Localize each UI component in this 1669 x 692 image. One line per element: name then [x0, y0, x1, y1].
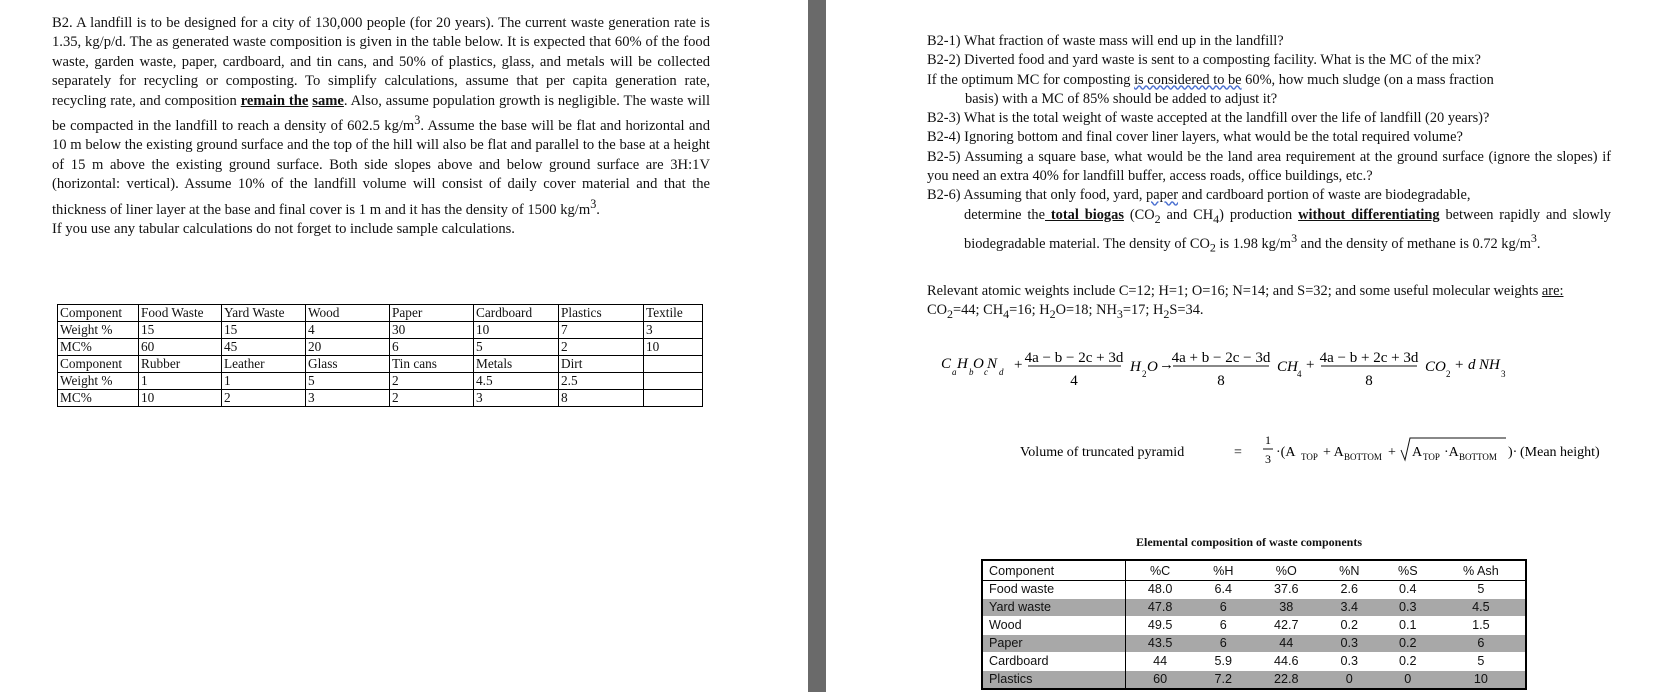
elemental-cell: 44.6 — [1253, 653, 1320, 671]
vol-sub-top-2: TOP — [1423, 452, 1440, 462]
q6-d: (CO — [1123, 206, 1155, 223]
atomic-nh: O=18; NH — [1055, 302, 1117, 319]
composition-cell: Yard Waste — [222, 305, 306, 322]
composition-cell: Metals — [474, 356, 559, 373]
elemental-cell: 6 — [1194, 617, 1253, 635]
problem-note: If you use any tabular calculations do not forget to include sample calculations. — [52, 220, 515, 237]
composition-cell: 5 — [306, 373, 390, 390]
elemental-row — [982, 671, 1526, 690]
question-b2-2: B2-2) Diverted food and yard waste is sent to a composting facility. What is the MC of the mix? — [927, 52, 1481, 69]
eq-nh3: NH — [1479, 357, 1500, 373]
q6-c: determine the — [964, 206, 1045, 223]
q6-e: and CH — [1160, 206, 1214, 223]
composition-cell: 1 — [222, 373, 306, 390]
vol-plus: + — [1388, 445, 1396, 460]
eq-arrow: → — [1159, 357, 1174, 373]
composition-cell: 2.5 — [559, 373, 644, 390]
composition-cell — [644, 356, 703, 373]
sup-3: 3 — [1291, 230, 1298, 245]
composition-cell: 15 — [139, 322, 222, 339]
elemental-cell: 5 — [1437, 581, 1526, 599]
elemental-row — [982, 617, 1526, 635]
atomic-h2s: S=34. — [1169, 302, 1204, 319]
composition-row — [58, 339, 703, 356]
questions — [927, 32, 1611, 258]
composition-row — [58, 305, 703, 322]
eq-sub-b: b — [969, 367, 974, 377]
vol-a1: A — [1412, 445, 1423, 460]
composition-table — [57, 304, 703, 407]
elemental-cell: 3.4 — [1320, 599, 1379, 617]
composition-cell: Food Waste — [139, 305, 222, 322]
composition-cell: 10 — [139, 390, 222, 407]
sub-2: 2 — [947, 307, 953, 322]
sup-3: 3 — [1530, 230, 1537, 245]
elemental-cell: 6 — [1194, 635, 1253, 653]
question-b2-3: B2-3) What is the total weight of waste accepted at the landfill over the life of landfill (20 years)? — [927, 110, 1490, 127]
eq-frac1-den: 4 — [1070, 373, 1078, 389]
vol-sub-top: TOP — [1301, 452, 1318, 462]
elemental-cell: 0.3 — [1379, 599, 1437, 617]
composition-cell: 2 — [559, 339, 644, 356]
atomic-are: are: — [1541, 283, 1564, 299]
vol-plus-a: + A — [1323, 445, 1344, 460]
elemental-header-cell: %H — [1194, 560, 1253, 581]
eq-sub-c: c — [984, 367, 988, 377]
question-b2-4: B2-4) Ignoring bottom and final cover liner layers, what would be the total required volume? — [927, 129, 1463, 146]
elemental-cell: 43.5 — [1126, 635, 1194, 653]
left-page — [0, 0, 808, 692]
q2b-post: 60%, how much sludge (on a mass fraction — [1241, 71, 1494, 88]
vol-frac-den: 3 — [1265, 452, 1271, 466]
eq-sub-2: 2 — [1142, 369, 1147, 379]
composition-cell: Component — [58, 356, 139, 373]
elemental-cell: 4.5 — [1437, 599, 1526, 617]
elemental-cell: 0.3 — [1320, 653, 1379, 671]
vol-frac-num: 1 — [1265, 433, 1271, 447]
composition-cell: Glass — [306, 356, 390, 373]
elemental-cell: 6.4 — [1194, 581, 1253, 599]
composition-cell: 7 — [559, 322, 644, 339]
composition-row — [58, 322, 703, 339]
eq-o2: O — [1147, 359, 1158, 375]
composition-cell: 10 — [474, 322, 559, 339]
atomic-weights — [927, 282, 1611, 324]
elemental-cell: 37.6 — [1253, 581, 1320, 599]
elemental-row — [982, 599, 1526, 617]
composition-cell — [644, 373, 703, 390]
elemental-cell: 0 — [1320, 671, 1379, 690]
elemental-cell: 48.0 — [1126, 581, 1194, 599]
composition-cell: Dirt — [559, 356, 644, 373]
vol-equals: = — [1234, 445, 1242, 460]
elemental-cell: 38 — [1253, 599, 1320, 617]
eq-sub-3: 3 — [1501, 369, 1506, 379]
elemental-header-cell: Component — [982, 560, 1126, 581]
q6-total-biogas: total biogas — [1045, 206, 1124, 223]
eq-o: O — [973, 356, 984, 372]
eq-frac2-den: 8 — [1217, 373, 1225, 389]
elemental-cell: 44 — [1126, 653, 1194, 671]
q6-h: is 1.98 kg/m — [1215, 235, 1292, 252]
elemental-cell: 22.8 — [1253, 671, 1320, 690]
sub-2: 2 — [1154, 211, 1161, 226]
composition-cell: 5 — [474, 339, 559, 356]
elemental-cell: 0.4 — [1379, 581, 1437, 599]
composition-cell: Leather — [222, 356, 306, 373]
question-b2-6 — [927, 186, 1611, 205]
elemental-composition-table — [981, 559, 1527, 690]
atomic-co: CO — [927, 302, 947, 319]
elemental-cell: Yard waste — [982, 599, 1126, 617]
page-divider — [808, 0, 826, 692]
elemental-cell: 60 — [1126, 671, 1194, 690]
elemental-row — [982, 635, 1526, 653]
elemental-cell: Wood — [982, 617, 1126, 635]
elemental-header-cell: %C — [1126, 560, 1194, 581]
period: . — [596, 201, 600, 218]
sub-2: 2 — [1163, 307, 1170, 322]
composition-cell: 15 — [222, 322, 306, 339]
composition-cell: MC% — [58, 390, 139, 407]
eq-n: N — [987, 356, 998, 372]
truncated-pyramid-formula — [1020, 430, 1660, 474]
elemental-cell: 42.7 — [1253, 617, 1320, 635]
eq-frac1-num: 4a − b − 2c + 3d — [1024, 350, 1124, 366]
eq-h: H — [957, 356, 968, 372]
problem-statement — [52, 14, 710, 239]
eq-plus-2: + — [1306, 357, 1315, 373]
elemental-cell: Paper — [982, 635, 1126, 653]
elemental-cell: 49.5 — [1126, 617, 1194, 635]
sub-2: 2 — [1049, 307, 1056, 322]
composition-cell: 20 — [306, 339, 390, 356]
composition-cell: Paper — [390, 305, 474, 322]
question-b2-2-part-b — [927, 71, 1611, 90]
elemental-cell: 6 — [1194, 599, 1253, 617]
eq-frac3-den: 8 — [1365, 373, 1373, 389]
eq-ch4: CH — [1277, 359, 1298, 375]
emphasis-same: same — [312, 92, 344, 109]
q6-f: ) production — [1219, 206, 1299, 223]
elemental-row — [982, 581, 1526, 599]
atomic-ch: =44; CH — [953, 302, 1004, 319]
question-b2-5: B2-5) Assuming a square base, what would be the land area requirement at the ground surface (ignore the slopes) if you need an extra 40% for landfill buffer, access roads, office buildings, etc.? — [927, 148, 1611, 185]
question-b2-2-part-c: basis) with a MC of 85% should be added to adjust it? — [965, 90, 1278, 107]
elemental-cell: 0.3 — [1320, 635, 1379, 653]
elemental-header-cell: %S — [1379, 560, 1437, 581]
composition-cell: 2 — [222, 390, 306, 407]
composition-cell: Tin cans — [390, 356, 474, 373]
problem-text-3: . Assume the base will be flat and horizontal and 10 m below the existing ground surface and the top of the hill will also be flat and parallel to the base at a height of 15 m above the existing ground surface. Both side slopes above and below ground surface are 3H:1V (horizontal: vertical). Assume 10% of the landfill volume will consist of daily cover material and that the thickness of liner layer at the base and final cover is 1 m and it has the density of 1500 kg/m — [52, 117, 710, 218]
sub-2: 2 — [1209, 240, 1216, 255]
composition-cell: Weight % — [58, 373, 139, 390]
vol-label: Volume of truncated pyramid — [1020, 445, 1185, 460]
eq-d: d — [1468, 357, 1476, 373]
sub-3: 3 — [1116, 307, 1123, 322]
composition-cell: Cardboard — [474, 305, 559, 322]
elemental-cell: 44 — [1253, 635, 1320, 653]
composition-cell: 3 — [644, 322, 703, 339]
composition-cell: 1 — [139, 373, 222, 390]
elemental-cell: 0.2 — [1379, 635, 1437, 653]
composition-cell: MC% — [58, 339, 139, 356]
elemental-cell: 2.6 — [1320, 581, 1379, 599]
eq-co2: CO — [1425, 359, 1446, 375]
atomic-h: =16; H — [1009, 302, 1050, 319]
elemental-header-cell: %O — [1253, 560, 1320, 581]
superscript-3: 3 — [590, 196, 597, 211]
elemental-cell: 0.2 — [1320, 617, 1379, 635]
eq-frac3-num: 4a − b + 2c + 3d — [1319, 350, 1419, 366]
vol-mean-height: (Mean height) — [1520, 445, 1600, 460]
composition-cell: 2 — [390, 373, 474, 390]
eq-sub-d: d — [999, 367, 1004, 377]
atomic-h2: =17; H — [1122, 302, 1164, 319]
sub-4: 4 — [1213, 211, 1220, 226]
problem-text-2: . Also, assume population growth is negligible. The waste will be compacted in the landfill to reach a density of 602.5 kg/m — [52, 92, 710, 134]
elemental-cell: Food waste — [982, 581, 1126, 599]
elemental-cell: Cardboard — [982, 653, 1126, 671]
elemental-cell: 1.5 — [1437, 617, 1526, 635]
question-b2-6-cont — [927, 206, 1611, 258]
elemental-table-caption: Elemental composition of waste components — [1136, 535, 1362, 549]
eq-sub-2b: 2 — [1446, 369, 1451, 379]
q6-without-differentiating: without differentiating — [1298, 206, 1440, 223]
vol-close: )· — [1508, 445, 1518, 460]
q6-g: between rapidly and slowly biodegradable material. The density of CO — [964, 206, 1611, 252]
atomic-a: Relevant atomic weights include C=12; H=1; O=16; N=14; and S=32; and some useful molecular weights — [927, 283, 1542, 299]
superscript-3: 3 — [414, 113, 421, 128]
elemental-header-row — [982, 560, 1526, 581]
eq-plus-3: + — [1455, 357, 1464, 373]
eq-h2o: H — [1130, 359, 1141, 375]
composition-cell: 2 — [390, 390, 474, 407]
vol-dot: ·(A — [1276, 445, 1296, 460]
composition-cell: Textile — [644, 305, 703, 322]
elemental-cell: 0.1 — [1379, 617, 1437, 635]
composition-cell: 10 — [644, 339, 703, 356]
composition-cell: Weight % — [58, 322, 139, 339]
eq-sub-a: a — [952, 367, 957, 377]
problem-text-1: B2. A landfill is to be designed for a city of 130,000 people (for 20 years). The current waste generation rate is 1.35, kg/p/d. The as generated waste composition is given in the table below. It is expected that 60% of the food waste, garden waste, paper, cardboard, and tin cans, and 50% of plastics, glass, and metals will be collected separately for recycling or composting. To simplify calculations, assume that per capita generation rate, recycling rate, and composition — [52, 15, 710, 109]
vol-a2: ·A — [1444, 445, 1459, 460]
elemental-header-cell: % Ash — [1437, 560, 1526, 581]
eq-sub-4: 4 — [1297, 369, 1302, 379]
elemental-cell: 47.8 — [1126, 599, 1194, 617]
composition-cell: Wood — [306, 305, 390, 322]
composition-row — [58, 390, 703, 407]
elemental-cell: 7.2 — [1194, 671, 1253, 690]
biogas-equation — [941, 348, 1641, 394]
composition-cell: 4.5 — [474, 373, 559, 390]
sub-4: 4 — [1003, 307, 1010, 322]
elemental-cell: 5 — [1437, 653, 1526, 671]
vol-sub-bottom-2: BOTTOM — [1459, 452, 1497, 462]
elemental-cell: Plastics — [982, 671, 1126, 690]
eq-frac2-num: 4a + b − 2c − 3d — [1171, 350, 1271, 366]
vol-sub-bottom: BOTTOM — [1344, 452, 1382, 462]
composition-cell: Plastics — [559, 305, 644, 322]
composition-cell: 8 — [559, 390, 644, 407]
elemental-header-cell: %N — [1320, 560, 1379, 581]
composition-cell: 4 — [306, 322, 390, 339]
elemental-cell: 5.9 — [1194, 653, 1253, 671]
q6-j: . — [1536, 235, 1541, 252]
elemental-cell: 6 — [1437, 635, 1526, 653]
composition-cell — [644, 390, 703, 407]
composition-cell: Component — [58, 305, 139, 322]
q2b-pre: If the optimum MC for composting — [927, 71, 1135, 88]
q6-a: B2-6) Assuming that only food, yard, — [927, 187, 1147, 204]
question-b2-1: B2-1) What fraction of waste mass will end up in the landfill? — [927, 33, 1284, 49]
q6-i: and the density of methane is 0.72 kg/m — [1297, 235, 1531, 252]
composition-cell: 6 — [390, 339, 474, 356]
elemental-row — [982, 653, 1526, 671]
composition-cell: 30 — [390, 322, 474, 339]
right-page — [826, 0, 1669, 692]
composition-row — [58, 356, 703, 373]
elemental-cell: 0.2 — [1379, 653, 1437, 671]
composition-cell: 3 — [474, 390, 559, 407]
elemental-cell: 0 — [1379, 671, 1437, 690]
eq-plus-1: + — [1014, 357, 1023, 373]
composition-cell: 3 — [306, 390, 390, 407]
elemental-cell: 10 — [1437, 671, 1526, 690]
eq-c: C — [941, 356, 952, 372]
q6-paper: paper — [1146, 187, 1179, 204]
composition-cell: Rubber — [139, 356, 222, 373]
composition-cell: 45 — [222, 339, 306, 356]
composition-row — [58, 373, 703, 390]
emphasis-remain-the: remain the — [240, 92, 309, 109]
q6-b: and cardboard portion of waste are biodegradable, — [1178, 187, 1471, 204]
q2b-grammar-mark: is considered to be — [1134, 71, 1242, 88]
composition-cell: 60 — [139, 339, 222, 356]
